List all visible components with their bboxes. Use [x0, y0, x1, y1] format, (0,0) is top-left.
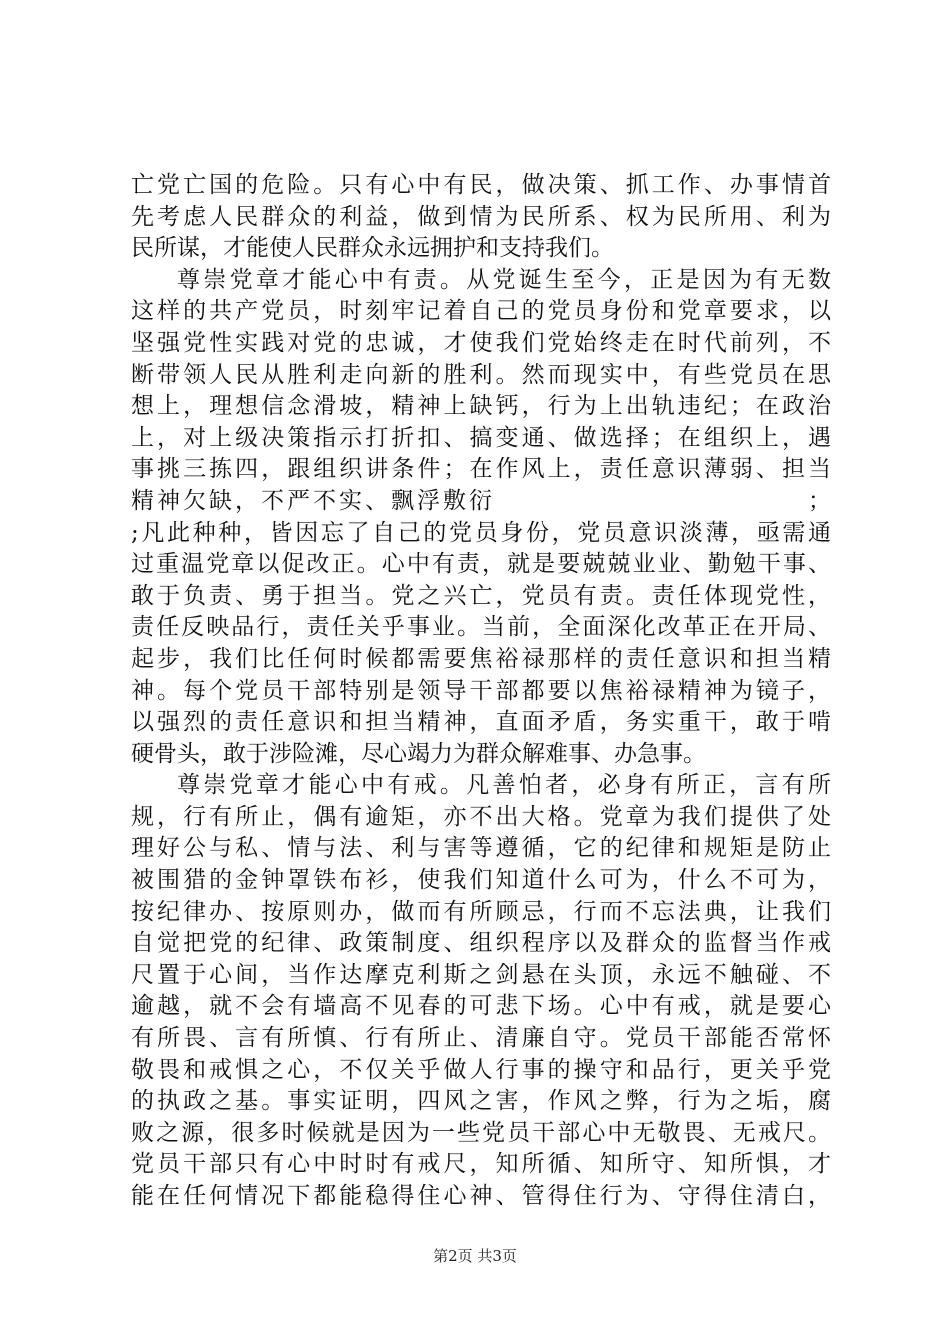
- text-line: 亡党亡国的危险。只有心中有民，做决策、抓工作、办事情首: [131, 172, 831, 198]
- paragraph-start-line: 尊崇党章才能心中有戒。凡善怕者，必身有所正，言有所: [177, 772, 831, 799]
- body-text: [131, 170, 831, 1213]
- text-line: 理好公与私、情与法、利与害等遵循，它的纪律和规矩是防止: [131, 835, 831, 862]
- text-line: 按纪律办、按原则办，做而有所顾忌，行而不忘法典，让我们: [131, 898, 831, 925]
- text-line: 责任反映品行，责任关乎事业。当前，全面深化改革正在开局、: [131, 614, 831, 641]
- text-line: 有所畏、言有所慎、行有所止、清廉自守。党员干部能否常怀: [131, 1025, 831, 1052]
- paragraph-start-line: 尊崇党章才能心中有责。从党诞生至今，正是因为有无数: [177, 266, 831, 293]
- text-line: 敬畏和戒惧之心，不仅关乎做人行事的操守和品行，更关乎党: [131, 1056, 831, 1083]
- text-line: 自觉把党的纪律、政策制度、组织程序以及群众的监督当作戒: [131, 930, 831, 957]
- text-line: 民所谋，才能使人民群众永远拥护和支持我们。: [131, 235, 614, 262]
- text-line: 坚强党性实践对党的忠诚，才使我们党始终走在时代前列，不: [131, 329, 831, 356]
- text-line: 硬骨头，敢于涉险滩，尽心竭力为群众解难事、办急事。: [131, 740, 706, 767]
- text-line: 以强烈的责任意识和担当精神，直面矛盾，务实重干，敢于啃: [131, 709, 831, 736]
- text-line: 上，对上级决策指示打折扣、搞变通、做选择；在组织上，遇: [131, 424, 831, 451]
- text-line: ;凡此种种，皆因忘了自己的党员身份，党员意识淡薄，亟需通: [131, 519, 831, 546]
- text-line: 先考虑人民群众的利益，做到情为民所系、权为民所用、利为: [131, 203, 831, 230]
- text-line: 断带领人民从胜利走向新的胜利。然而现实中，有些党员在思: [131, 361, 831, 388]
- text-line: 敢于负责、勇于担当。党之兴亡，党员有责。责任体现党性，: [131, 582, 831, 609]
- text-line: 起步，我们比任何时候都需要焦裕禄那样的责任意识和担当精: [131, 645, 831, 672]
- text-line: 这样的共产党员，时刻牢记着自己的党员身份和党章要求，以: [131, 298, 831, 325]
- text-line-segment: ；: [808, 487, 831, 514]
- text-line: 过重温党章以促改正。心中有责，就是要兢兢业业、勤勉干事、: [131, 551, 831, 578]
- text-line: 的执政之基。事实证明，四风之害，作风之弊，行为之垢，腐: [131, 1088, 831, 1115]
- text-line: 败之源，很多时候就是因为一些党员干部心中无敬畏、无戒尺。: [131, 1119, 831, 1146]
- text-line: 神。每个党员干部特别是领导干部都要以焦裕禄精神为镜子，: [131, 677, 831, 704]
- text-line: 被围猎的金钟罩铁布衫，使我们知道什么可为，什么不可为，: [131, 867, 831, 894]
- text-line: 规，行有所止，偶有逾矩，亦不出大格。党章为我们提供了处: [131, 803, 831, 830]
- page-number-footer: 第2页 共3页: [433, 1247, 517, 1265]
- text-line: 逾越，就不会有墙高不见春的可悲下场。心中有戒，就是要心: [131, 993, 831, 1020]
- text-line-split: [131, 486, 831, 518]
- text-line-segment: 精神欠缺，不严不实、飘浮敷衍: [131, 487, 495, 514]
- text-line: 事挑三拣四，跟组织讲条件；在作风上，责任意识薄弱、担当: [131, 456, 831, 483]
- text-line: 尺置于心间，当作达摩克利斯之剑悬在头顶，永远不触碰、不: [131, 961, 831, 988]
- text-line: 想上，理想信念滑坡，精神上缺钙，行为上出轨违纪；在政治: [131, 393, 831, 420]
- text-line: 党员干部只有心中时时有戒尺，知所循、知所守、知所惧，才: [131, 1151, 831, 1178]
- text-line: 能在任何情况下都能稳得住心神、管得住行为、守得住清白，: [131, 1183, 831, 1209]
